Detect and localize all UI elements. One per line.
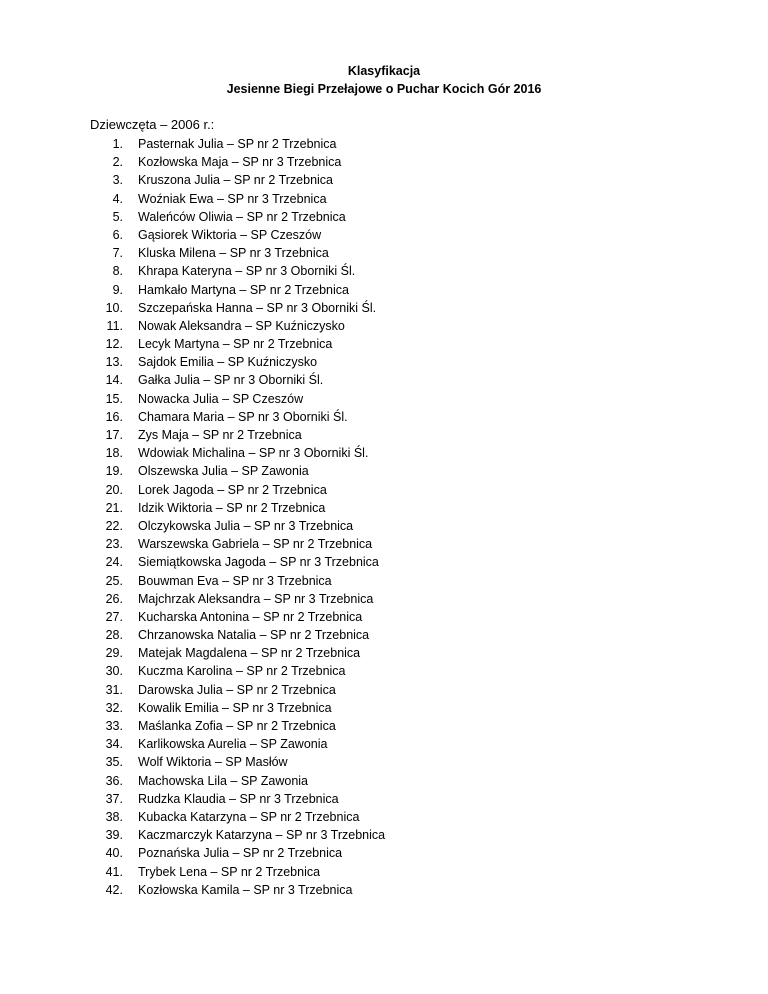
rank-number: 28. [105, 628, 123, 643]
result-entry: Trybek Lena – SP nr 2 Trzebnica [138, 864, 321, 879]
result-entry: Lorek Jagoda – SP nr 2 Trzebnica [138, 482, 327, 497]
result-entry: Siemiątkowska Jagoda – SP nr 3 Trzebnica [138, 555, 379, 570]
rank-number: 11. [106, 318, 123, 333]
rank-number: 30. [105, 664, 123, 679]
rank-number: 3. [112, 173, 123, 188]
result-entry: Woźniak Ewa – SP nr 3 Trzebnica [138, 191, 327, 206]
result-entry: Kaczmarczyk Katarzyna – SP nr 3 Trzebnica [138, 828, 386, 843]
result-entry: Pasternak Julia – SP nr 2 Trzebnica [138, 137, 337, 151]
result-entry: Wolf Wiktoria – SP Masłów [138, 755, 288, 770]
result-entry: Karlikowska Aurelia – SP Zawonia [138, 737, 328, 752]
rank-number: 31. [105, 682, 123, 697]
result-entry: Majchrzak Aleksandra – SP nr 3 Trzebnica [138, 591, 374, 606]
rank-number: 9. [112, 282, 123, 297]
result-entry: Kozłowska Maja – SP nr 3 Trzebnica [138, 155, 342, 170]
rank-number: 24. [105, 555, 123, 570]
rank-number: 5. [112, 209, 123, 224]
result-entry: Rudzka Klaudia – SP nr 3 Trzebnica [138, 791, 339, 806]
rank-number: 18. [105, 446, 123, 461]
result-entry: Idzik Wiktoria – SP nr 2 Trzebnica [138, 500, 326, 515]
result-entry: Waleńców Oliwia – SP nr 2 Trzebnica [138, 209, 346, 224]
rank-number: 26. [105, 591, 123, 606]
rank-number: 16. [105, 409, 123, 424]
rank-number: 1. [112, 137, 123, 151]
rank-number: 14. [105, 373, 123, 388]
result-entry: Kubacka Katarzyna – SP nr 2 Trzebnica [138, 809, 360, 824]
rank-number: 35. [105, 755, 123, 770]
rank-number: 19. [105, 464, 123, 479]
result-entry: Matejak Magdalena – SP nr 2 Trzebnica [138, 646, 361, 661]
result-entry: Kozłowska Kamila – SP nr 3 Trzebnica [138, 882, 353, 897]
rank-number: 2. [112, 155, 123, 170]
document-title: Klasyfikacja [347, 64, 421, 78]
rank-number: 12. [105, 337, 123, 352]
rank-number: 40. [105, 846, 123, 861]
result-entry: Kowalik Emilia – SP nr 3 Trzebnica [138, 700, 332, 715]
result-entry: Khrapa Kateryna – SP nr 3 Oborniki Śl. [138, 264, 356, 279]
rank-number: 6. [112, 227, 123, 242]
result-entry: Nowacka Julia – SP Czeszów [138, 391, 304, 406]
result-entry: Szczepańska Hanna – SP nr 3 Oborniki Śl. [138, 300, 377, 315]
rank-number: 27. [105, 609, 123, 624]
rank-number: 7. [112, 246, 123, 261]
result-entry: Zys Maja – SP nr 2 Trzebnica [138, 428, 302, 442]
rank-number: 38. [105, 809, 123, 824]
rank-number: 17. [105, 428, 123, 442]
result-entry: Kruszona Julia – SP nr 2 Trzebnica [138, 173, 334, 188]
rank-number: 10. [105, 300, 123, 315]
rank-number: 32. [105, 700, 123, 715]
result-entry: Chamara Maria – SP nr 3 Oborniki Śl. [138, 409, 348, 424]
result-entry: Wdowiak Michalina – SP nr 3 Oborniki Śl. [138, 446, 369, 461]
result-entry: Gąsiorek Wiktoria – SP Czeszów [138, 227, 322, 242]
result-entry: Olczykowska Julia – SP nr 3 Trzebnica [138, 518, 354, 533]
result-entry: Gałka Julia – SP nr 3 Oborniki Śl. [138, 373, 324, 388]
rank-number: 15. [105, 391, 123, 406]
result-entry: Kucharska Antonina – SP nr 2 Trzebnica [138, 609, 363, 624]
rank-number: 33. [105, 719, 123, 733]
result-entry: Kuczma Karolina – SP nr 2 Trzebnica [138, 664, 346, 679]
result-entry: Bouwman Eva – SP nr 3 Trzebnica [138, 573, 332, 588]
result-entry: Kluska Milena – SP nr 3 Trzebnica [138, 246, 329, 261]
rank-number: 34. [105, 737, 123, 752]
rank-number: 13. [105, 355, 123, 370]
result-entry: Machowska Lila – SP Zawonia [138, 773, 308, 788]
result-entry: Nowak Aleksandra – SP Kuźniczysko [138, 318, 345, 333]
rank-number: 21. [105, 500, 123, 515]
rank-number: 22. [105, 518, 123, 533]
rank-number: 42. [105, 882, 123, 897]
rank-number: 36. [105, 773, 123, 788]
result-entry: Maślanka Zofia – SP nr 2 Trzebnica [138, 719, 336, 733]
result-entry: Olszewska Julia – SP Zawonia [138, 464, 309, 479]
rank-number: 23. [105, 537, 123, 552]
document-subtitle: Jesienne Biegi Przełajowe o Puchar Kocich Gór 2016 [226, 82, 542, 96]
result-entry: Darowska Julia – SP nr 2 Trzebnica [138, 682, 336, 697]
rank-number: 25. [105, 573, 123, 588]
category-heading: Dziewczęta – 2006 r.: [90, 117, 215, 132]
result-entry: Warszewska Gabriela – SP nr 2 Trzebnica [138, 537, 373, 552]
result-entry: Hamkało Martyna – SP nr 2 Trzebnica [138, 282, 349, 297]
rank-number: 4. [112, 191, 123, 206]
result-entry: Poznańska Julia – SP nr 2 Trzebnica [138, 846, 343, 861]
rank-number: 39. [105, 828, 123, 843]
rank-number: 37. [105, 791, 123, 806]
result-entry: Lecyk Martyna – SP nr 2 Trzebnica [138, 337, 333, 352]
result-entry: Chrzanowska Natalia – SP nr 2 Trzebnica [138, 628, 370, 643]
result-entry: Sajdok Emilia – SP Kuźniczysko [138, 355, 318, 370]
rank-number: 8. [112, 264, 123, 279]
rank-number: 41. [105, 864, 123, 879]
rank-number: 20. [105, 482, 123, 497]
rank-number: 29. [105, 646, 123, 661]
